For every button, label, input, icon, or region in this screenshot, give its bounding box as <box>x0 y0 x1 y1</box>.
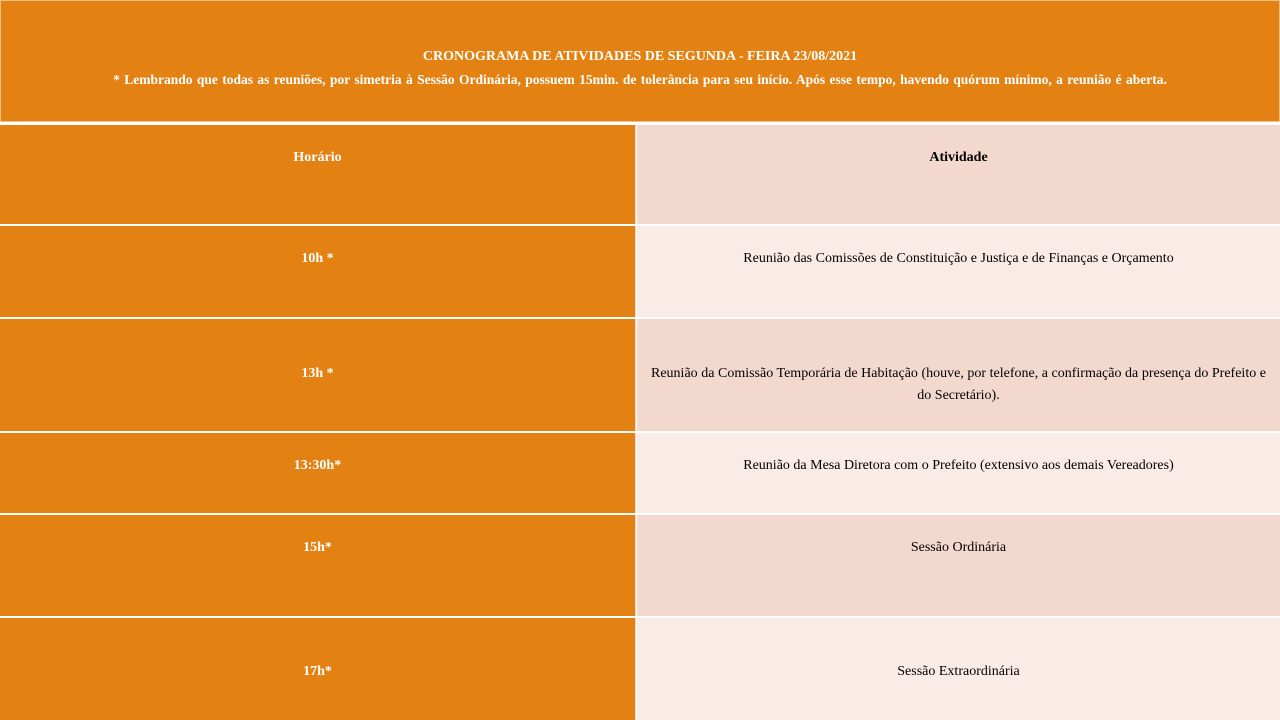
activity-value: Sessão Ordinária <box>910 540 1007 555</box>
activity-value: Sessão Extraordinária <box>897 664 1020 679</box>
table-row <box>0 319 1280 431</box>
time-cell <box>0 319 636 431</box>
activity-cell <box>637 515 1280 616</box>
schedule-title: CRONOGRAMA DE ATIVIDADES DE SEGUNDA - FEIRA 23/08/2021 <box>422 49 858 64</box>
activity-cell <box>637 433 1280 513</box>
time-value: 17h* <box>303 664 332 679</box>
time-value: 15h* <box>303 540 332 555</box>
time-value: 13:30h* <box>293 458 342 473</box>
table-row <box>0 226 1280 317</box>
time-cell <box>0 226 636 317</box>
table-row <box>0 618 1280 720</box>
table-header-row <box>0 125 1280 224</box>
activity-header-label: Atividade <box>929 150 988 165</box>
table-row <box>0 433 1280 513</box>
activity-column-header <box>637 125 1280 224</box>
time-cell <box>0 433 636 513</box>
time-column-header <box>0 125 636 224</box>
time-cell <box>0 618 636 720</box>
time-cell <box>0 515 636 616</box>
activity-value: Reunião das Comissões de Constituição e Justiça e de Finanças e Orçamento <box>743 251 1174 266</box>
activity-cell <box>637 319 1280 431</box>
activity-cell <box>637 226 1280 317</box>
schedule-header <box>0 0 1280 122</box>
tolerance-note: * Lembrando que todas as reuniões, por simetria à Sessão Ordinária, possuem 15min. de tolerância para seu início. Após esse tempo, havendo quórum mínimo, a reunião é aberta. <box>113 72 1167 87</box>
activity-value: Reunião da Mesa Diretora com o Prefeito (extensivo aos demais Vereadores) <box>743 458 1174 473</box>
time-header-label: Horário <box>293 150 342 165</box>
time-value: 10h * <box>301 251 334 266</box>
table-row <box>0 515 1280 616</box>
activity-value: Reunião da Comissão Temporária de Habitação (houve, por telefone, a confirmação da presença do Prefeito e do Secretário). <box>651 366 1266 403</box>
activity-cell <box>637 618 1280 720</box>
time-value: 13h * <box>301 366 334 381</box>
